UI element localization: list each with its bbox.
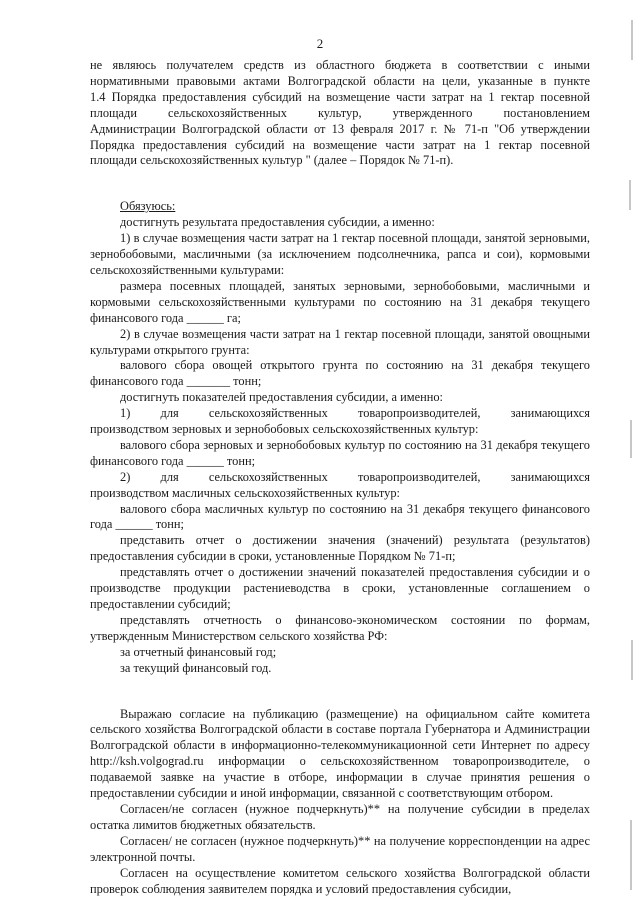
report-indicators: представлять отчет о достижении значений показателей предоставления субсидии и о производстве продукции растениеводства в сроки, установленные соглашением о предоставлении субсидий;	[90, 565, 590, 611]
result-item-2: 2) в случае возмещения части затрат на 1 гектар посевной площади, занятой овощными культурами открытого грунта:	[90, 326, 590, 357]
indicator-2-sub: валового сбора масличных культур по состоянию на 31 декабря текущего финансового года ______ тонн;	[90, 501, 590, 532]
intro-line: площади сельскохозяйственных культур, утвержденного постановлением	[90, 105, 590, 120]
indicator-2-line: производством масличных сельскохозяйственных культур:	[90, 485, 400, 500]
report-financial: представлять отчетность о финансово-экономическом состоянии по формам, утвержденным Министерством сельского хозяйства РФ:	[90, 612, 590, 643]
result-intro: достигнуть результата предоставления субсидии, а именно:	[120, 215, 435, 230]
scan-edge-mark	[629, 180, 631, 210]
scan-edge-mark	[631, 640, 633, 680]
intro-paragraph	[90, 58, 590, 169]
consent-subsidy-limits: Согласен/не согласен (нужное подчеркнуть)** на получение субсидии в пределах остатка лимитов бюджетных обязательств.	[90, 801, 590, 832]
intro-line: Администрации Волгоградской области от 13 февраля 2017 г. № 71-п "Об утверждении	[90, 121, 590, 136]
scan-edge-mark	[631, 20, 633, 60]
scan-edge-mark	[630, 420, 632, 458]
result-item-1-sub: размера посевных площадей, занятых зерновыми, зернобобовыми, масличными и кормовыми сельскохозяйственными культурами по состоянию на 31 декабря текущего финансового года ______ га;	[90, 278, 590, 325]
indicator-1-line: производством зерновых и зернобобовых сельскохозяйственных культур:	[90, 422, 479, 437]
obligations-heading: Обязуюсь:	[120, 199, 176, 214]
intro-line: 1.4 Порядка предоставления субсидий на возмещение части затрат на 1 гектар посевной	[90, 89, 590, 104]
indicator-1-sub: валового сбора зерновых и зернобобовых культур по состоянию на 31 декабря текущего финансового года ______ тонн;	[90, 437, 590, 468]
scan-edge-mark	[630, 820, 632, 890]
intro-line: не являюсь получателем средств из областного бюджета в соответствии с иными	[90, 58, 590, 72]
indicators-intro: достигнуть показателей предоставления субсидии, а именно:	[120, 390, 443, 405]
intro-line: площади сельскохозяйственных культур " (далее – Порядок № 71-п).	[90, 153, 454, 168]
report-period-current: за текущий финансовый год.	[120, 660, 272, 675]
indicator-2-line: 2) для сельскохозяйственных товаропроизводителей, занимающихся	[120, 469, 590, 484]
result-item-2-sub: валового сбора овощей открытого грунта по состоянию на 31 декабря текущего финансового года _______ тонн;	[90, 358, 590, 389]
report-results: представить отчет о достижении значения (значений) результата (результатов) предоставления субсидии в сроки, установленные Порядком № 71-п;	[90, 533, 590, 564]
intro-line: нормативными правовыми актами Волгоградской области на цели, указанные в пункте	[90, 73, 590, 88]
consent-email: Согласен/ не согласен (нужное подчеркнуть)** на получение корреспонденции на адрес электронной почты.	[90, 833, 590, 864]
intro-line: Порядка предоставления субсидий на возмещение части затрат на 1 гектар посевной	[90, 137, 590, 152]
document-body	[90, 58, 590, 897]
report-period-reporting: за отчетный финансовый год;	[120, 644, 277, 659]
consent-inspections: Согласен на осуществление комитетом сельского хозяйства Волгоградской области проверок соблюдения заявителем порядка и условий предоставления субсидии,	[90, 865, 590, 896]
consent-publication: Выражаю согласие на публикацию (размещение) на официальном сайте комитета сельского хозяйства Волгоградской области в составе портала Губернатора и Администрации Волгоградской области в информационно-телекоммуникационной сети Интернет по адресу http://ksh.volgograd.ru информации о сельскохозяйственном товаропроизводителе, о подаваемой заявке на участие в отборе, информации в случае принятия решения о предоставлении субсидии и иной информации, связанной с соответствующим отбором.	[90, 706, 590, 801]
result-item-1: 1) в случае возмещения части затрат на 1 гектар посевной площади, занятой зерновыми, зернобобовыми, масличными (за исключением подсолнечника, рапса и сои), кормовыми сельскохозяйственными культурами:	[90, 231, 590, 277]
indicator-1-line: 1) для сельскохозяйственных товаропроизводителей, занимающихся	[120, 406, 590, 421]
page-number: 2	[316, 36, 324, 51]
